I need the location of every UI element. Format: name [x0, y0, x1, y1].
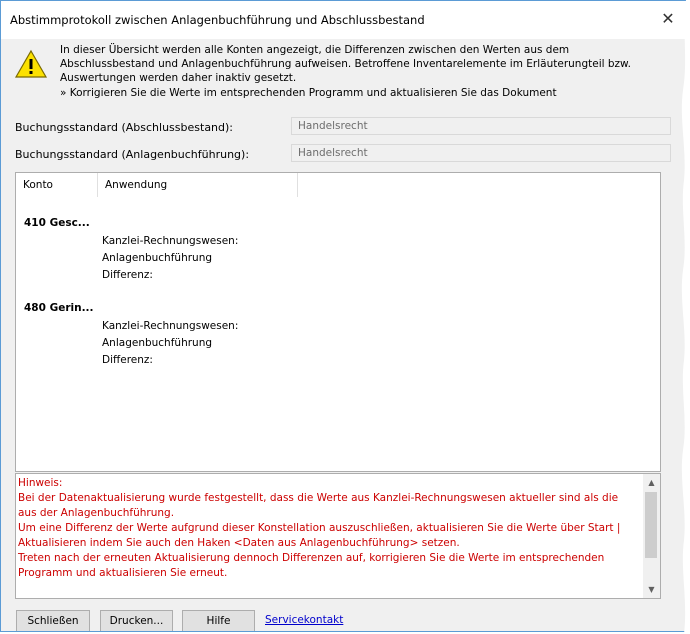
- scroll-down-icon[interactable]: ▼: [648, 585, 655, 594]
- list-item: Anlagenbuchführung: [102, 252, 213, 264]
- list-item: Kanzlei-Rechnungswesen:: [102, 235, 239, 247]
- window-title: Abstimmprotokoll zwischen Anlagenbuchführung und Abschlussbestand: [10, 13, 425, 27]
- list-item: Differenz:: [102, 269, 153, 281]
- info-action: » Korrigieren Sie die Werte im entsprechenden Programm und aktualisieren Sie das Dokument: [60, 87, 557, 99]
- konto-row-410[interactable]: 410 Gesc...: [24, 217, 90, 229]
- abschluss-field: Handelsrecht: [291, 117, 671, 135]
- anlagen-field: Handelsrecht: [291, 144, 671, 162]
- hint-line: Bei der Datenaktualisierung wurde festgestellt, dass die Werte aus Kanzlei-Rechnungswesen aktueller sind als die aus der Anlagenbuchführung.: [18, 492, 619, 519]
- hint-box[interactable]: [15, 473, 661, 599]
- scroll-thumb[interactable]: [645, 492, 657, 558]
- hint-title: Hinweis:: [18, 477, 63, 489]
- list-item: Kanzlei-Rechnungswesen:: [102, 320, 239, 332]
- close-button[interactable]: Schließen: [16, 610, 90, 632]
- list-item: Differenz:: [102, 354, 153, 366]
- abschluss-label: Buchungsstandard (Abschlussbestand):: [15, 121, 234, 134]
- service-contact-link[interactable]: Servicekontakt: [265, 614, 344, 626]
- help-button[interactable]: Hilfe: [182, 610, 255, 632]
- warning-icon: [14, 49, 48, 79]
- title-bar: [1, 1, 687, 39]
- hint-line: Um eine Differenz der Werte aufgrund dieser Konstellation auszuschließen, aktualisieren Sie die Werte über Start | Aktualisieren indem Sie auch den Haken <Daten aus Anlagenbuchführung> setzen.: [18, 522, 621, 549]
- hint-line: Treten nach der erneuten Aktualisierung dennoch Differenzen auf, korrigieren Sie die Werte im entsprechenden Programm und aktualisieren Sie erneut.: [18, 552, 605, 579]
- list-item: Anlagenbuchführung: [102, 337, 213, 349]
- anlagen-label: Buchungsstandard (Anlagenbuchführung):: [15, 148, 250, 161]
- konto-row-480[interactable]: 480 Gerin...: [24, 302, 94, 314]
- hint-scrollbar[interactable]: [643, 474, 660, 598]
- header-konto[interactable]: Konto: [16, 173, 98, 197]
- close-icon[interactable]: ✕: [661, 9, 675, 28]
- scroll-up-icon[interactable]: ▲: [648, 478, 655, 487]
- print-button[interactable]: Drucken...: [100, 610, 173, 632]
- header-anwendung[interactable]: Anwendung: [98, 173, 298, 197]
- info-text: In dieser Übersicht werden alle Konten angezeigt, die Differenzen zwischen den Werten aus dem Abschlussbestand und Anlagenbuchführung aufweisen. Betroffene Inventarelemente im Erläuterungteil bzw. Auswertungen werden daher inaktiv gesetzt.: [60, 44, 631, 84]
- hint-text: [18, 476, 638, 581]
- konto-table[interactable]: [15, 172, 661, 472]
